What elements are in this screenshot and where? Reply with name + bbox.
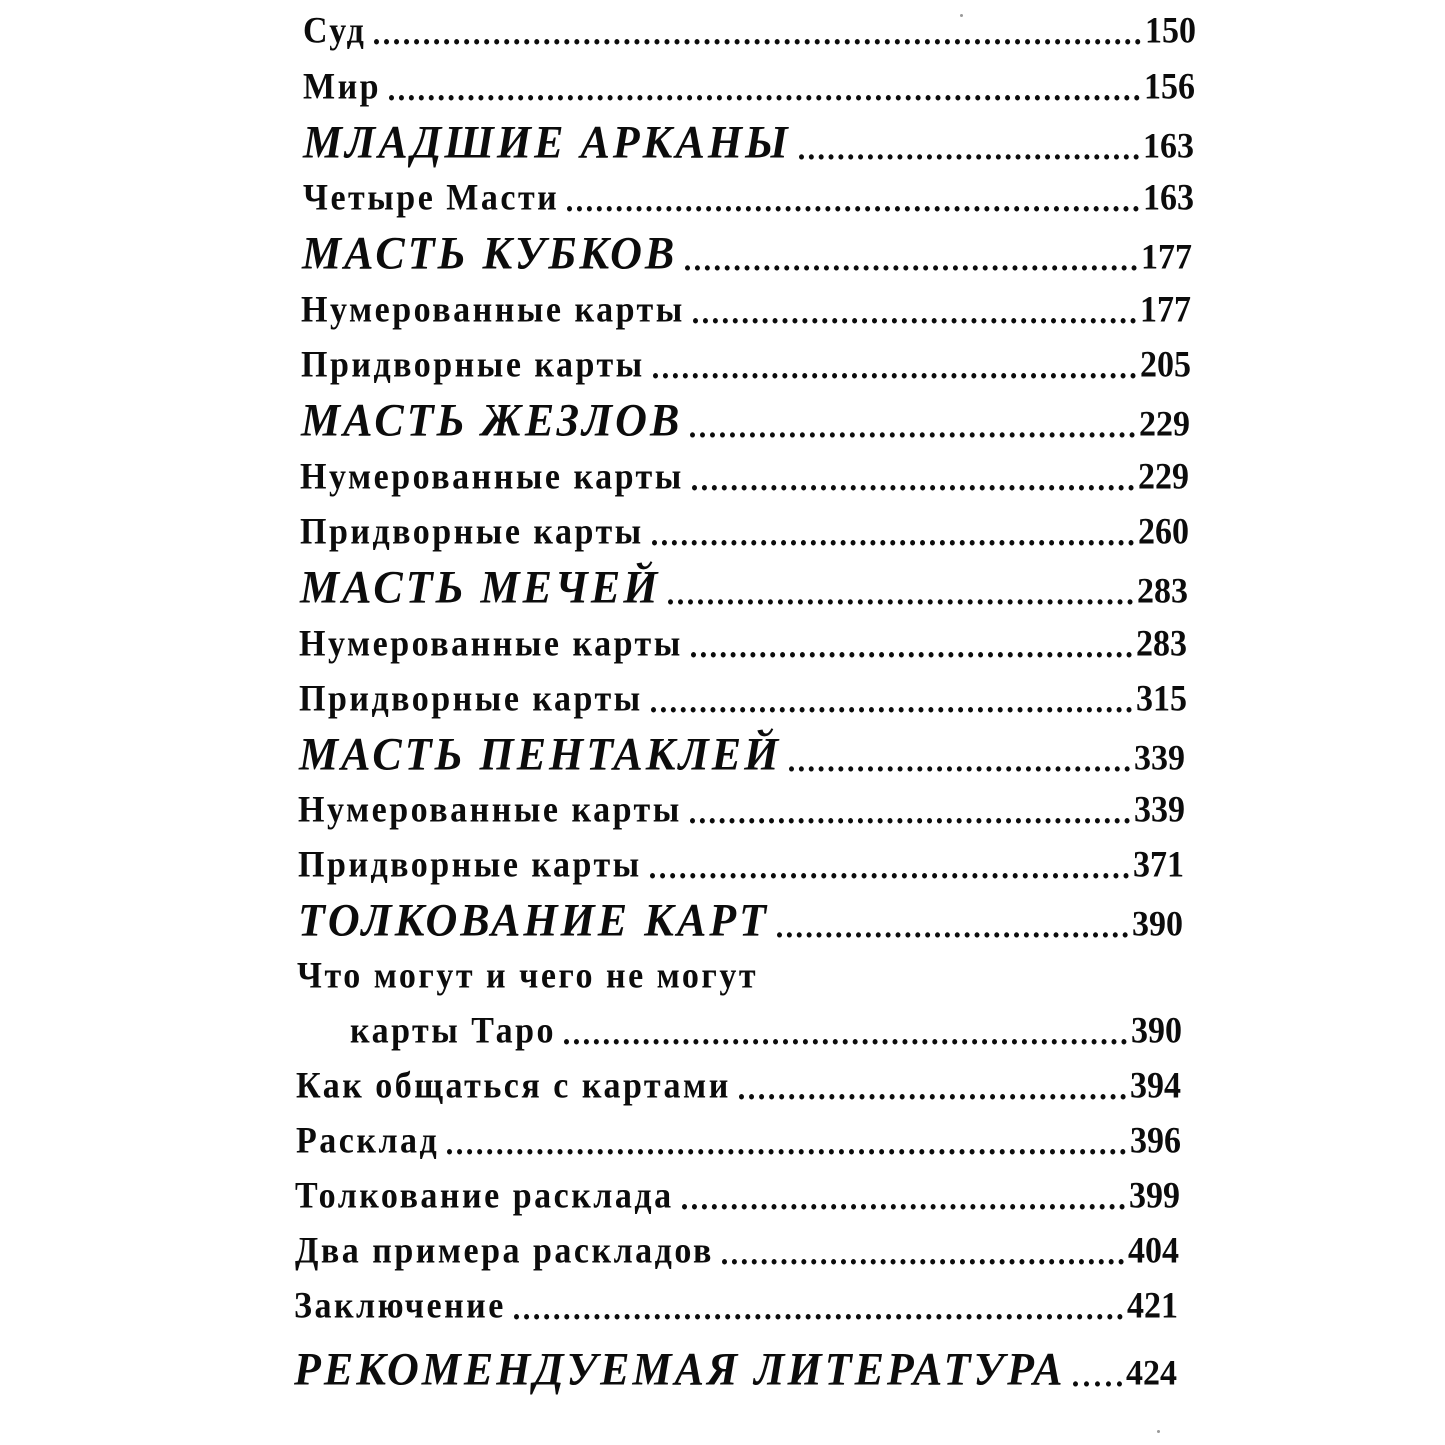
- toc-entry-page: 339: [1134, 789, 1185, 830]
- dot-leader: [1073, 1381, 1122, 1386]
- toc-entry-title: Нумерованные карты: [298, 789, 682, 830]
- toc-entry-page: 390: [1131, 1010, 1182, 1051]
- toc-section-title: РЕКОМЕНДУЕМАЯ ЛИТЕРАТУРА: [294, 1343, 1066, 1395]
- dot-leader: [564, 1039, 1127, 1044]
- toc-entry-title: Четыре Масти: [303, 177, 560, 218]
- dot-leader: [651, 707, 1132, 712]
- toc-section-entry[interactable]: [302, 226, 1192, 280]
- toc-entry[interactable]: [298, 845, 1184, 886]
- toc-entry-page: 156: [1144, 66, 1195, 107]
- toc-entry[interactable]: [298, 790, 1185, 831]
- dot-leader: [447, 1149, 1126, 1154]
- dot-leader: [682, 1204, 1125, 1209]
- toc-entry[interactable]: [300, 457, 1189, 498]
- toc-section-title: МАСТЬ КУБКОВ: [302, 227, 678, 279]
- toc-entry-page: 371: [1133, 844, 1184, 885]
- toc-entry-title: Придворные карты: [299, 678, 643, 719]
- toc-entry-page: 177: [1141, 238, 1192, 277]
- toc-entry-page: 163: [1143, 127, 1194, 166]
- toc-entry-title: Нумерованные карты: [300, 456, 684, 497]
- toc-entry-title: Суд: [303, 10, 367, 51]
- toc-entry[interactable]: [294, 1286, 1178, 1327]
- toc-section-entry[interactable]: [303, 115, 1194, 169]
- toc-entry[interactable]: [296, 1066, 1181, 1107]
- toc-entry-page: 229: [1139, 405, 1190, 444]
- toc-entry-title: Заключение: [294, 1285, 506, 1326]
- toc-entry-title: Придворные карты: [301, 344, 645, 385]
- toc-entry[interactable]: [295, 1176, 1180, 1217]
- toc-entry-page: 283: [1136, 623, 1187, 664]
- toc-entry-page: 404: [1128, 1230, 1179, 1271]
- toc-entry[interactable]: [295, 1231, 1179, 1272]
- toc-entry-title: Придворные карты: [298, 844, 642, 885]
- dot-leader: [739, 1094, 1126, 1099]
- toc-entry-continuation[interactable]: [350, 1011, 1182, 1052]
- dot-leader: [690, 432, 1135, 437]
- toc-entry-page: 283: [1137, 572, 1188, 611]
- toc-section-entry[interactable]: [294, 1342, 1177, 1396]
- toc-entry[interactable]: [300, 512, 1189, 553]
- toc-entry-title: Как общаться с картами: [296, 1065, 731, 1106]
- toc-entry-page: 315: [1136, 678, 1187, 719]
- toc-entry-title: Мир: [303, 66, 382, 107]
- dot-leader: [691, 652, 1132, 657]
- toc-entry-page: 150: [1145, 10, 1196, 51]
- toc-section-entry[interactable]: [298, 893, 1183, 947]
- toc-entry-page: 390: [1132, 905, 1183, 944]
- toc-entry-page: 205: [1140, 344, 1191, 385]
- dot-leader: [722, 1259, 1124, 1264]
- toc-section-title: МЛАДШИЕ АРКАНЫ: [303, 116, 791, 168]
- toc-entry[interactable]: [303, 178, 1194, 219]
- toc-entry-title: карты Таро: [350, 1010, 557, 1051]
- toc-entry-page: 424: [1126, 1354, 1177, 1393]
- toc-entry[interactable]: [299, 624, 1187, 665]
- dot-leader: [692, 485, 1134, 490]
- scan-speck: [960, 14, 963, 17]
- toc-section-entry[interactable]: [301, 393, 1190, 447]
- toc-entry-page: 399: [1129, 1175, 1180, 1216]
- toc-section-title: МАСТЬ ПЕНТАКЛЕЙ: [299, 728, 782, 780]
- toc-section-entry[interactable]: [299, 727, 1185, 781]
- toc-entry[interactable]: [296, 1121, 1181, 1162]
- dot-leader: [374, 39, 1141, 44]
- dot-leader: [567, 206, 1139, 211]
- toc-entry-title: Расклад: [296, 1120, 440, 1161]
- toc-entry[interactable]: [303, 11, 1196, 52]
- dot-leader: [685, 265, 1137, 270]
- toc-entry-page: 396: [1130, 1120, 1181, 1161]
- toc-entry-page: 339: [1134, 739, 1185, 778]
- dot-leader: [668, 599, 1133, 604]
- toc-entry[interactable]: [299, 679, 1187, 720]
- toc-entry[interactable]: [303, 67, 1195, 108]
- dot-leader: [690, 818, 1130, 823]
- toc-entry-title: Что могут и чего не могут: [297, 955, 759, 996]
- toc-entry-title: Нумерованные карты: [301, 289, 685, 330]
- toc-section-title: ТОЛКОВАНИЕ КАРТ: [298, 894, 770, 946]
- dot-leader: [514, 1314, 1123, 1319]
- toc-entry-title: Придворные карты: [300, 511, 644, 552]
- toc-entry-title: Два примера раскладов: [295, 1230, 714, 1271]
- toc-section-title: МАСТЬ МЕЧЕЙ: [300, 561, 661, 613]
- toc-section-title: МАСТЬ ЖЕЗЛОВ: [301, 394, 683, 446]
- toc-entry[interactable]: [301, 345, 1191, 386]
- toc-entry-page: 177: [1140, 289, 1191, 330]
- dot-leader: [650, 873, 1129, 878]
- toc-entry-page: 260: [1138, 511, 1189, 552]
- toc-entry-page: 229: [1138, 456, 1189, 497]
- dot-leader: [652, 540, 1134, 545]
- toc-entry-page: 163: [1143, 177, 1194, 218]
- toc-entry-title: Нумерованные карты: [299, 623, 683, 664]
- toc-entry[interactable]: [301, 290, 1191, 331]
- dot-leader: [777, 932, 1128, 937]
- dot-leader: [389, 95, 1140, 100]
- dot-leader: [789, 766, 1130, 771]
- toc-entry[interactable]: [297, 956, 1183, 997]
- toc-entry-title: Толкование расклада: [295, 1175, 674, 1216]
- dot-leader: [799, 154, 1139, 159]
- toc-entry-page: 421: [1127, 1285, 1178, 1326]
- dot-leader: [653, 373, 1136, 378]
- dot-leader: [693, 318, 1136, 323]
- scan-speck: [1157, 1430, 1160, 1433]
- toc-entry-page: 394: [1130, 1065, 1181, 1106]
- toc-section-entry[interactable]: [300, 560, 1188, 614]
